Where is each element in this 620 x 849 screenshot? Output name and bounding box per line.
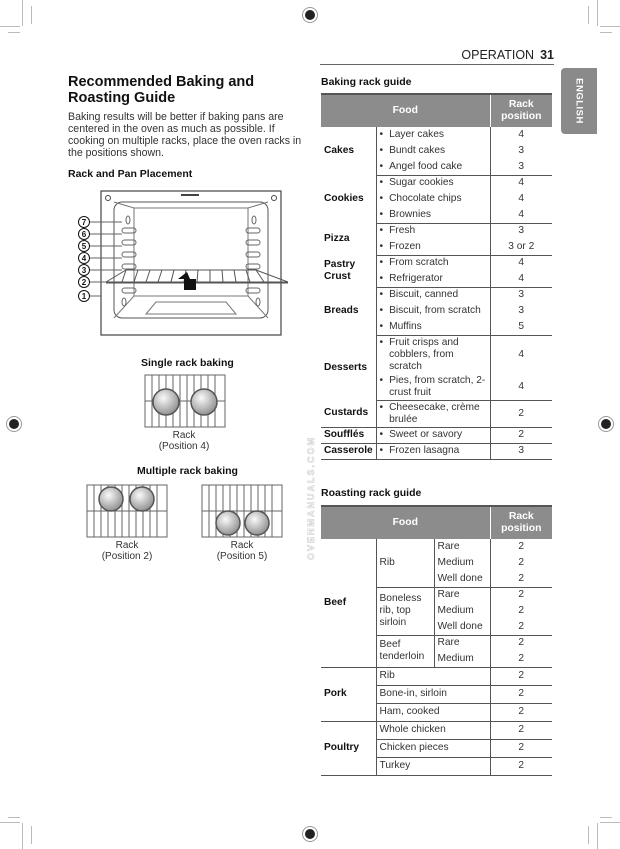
rack-position-cell: 2 bbox=[490, 739, 552, 757]
bullet-icon: • bbox=[379, 445, 384, 456]
baking-rack-table bbox=[321, 93, 552, 460]
bullet-icon: • bbox=[379, 208, 384, 220]
table-header-row bbox=[321, 506, 552, 539]
food-name: Angel food cake bbox=[389, 160, 463, 172]
category-cell: Pastry Crust bbox=[321, 255, 376, 287]
bullet-icon: • bbox=[379, 320, 384, 332]
column-header-rack-position: Rack position bbox=[490, 506, 552, 539]
category-cell: Casserole bbox=[321, 443, 376, 459]
registration-mark bbox=[305, 829, 315, 839]
category-cell: Cookies bbox=[321, 175, 376, 223]
food-cell bbox=[376, 239, 490, 255]
multiple-rack-heading: Multiple rack baking bbox=[137, 465, 238, 477]
food-name: Pies, from scratch, 2-crust fruit bbox=[389, 374, 486, 398]
bullet-icon: • bbox=[379, 401, 384, 413]
category-cell: Soufflés bbox=[321, 427, 376, 443]
table-header-row bbox=[321, 94, 552, 127]
food-name: Refrigerator bbox=[389, 272, 443, 284]
crop-mark bbox=[8, 32, 20, 33]
caption-line: (Position 4) bbox=[158, 441, 210, 452]
crop-mark bbox=[600, 26, 620, 27]
food-item bbox=[380, 161, 487, 173]
bullet-icon: • bbox=[379, 305, 384, 316]
crop-mark bbox=[22, 823, 23, 849]
table-row bbox=[321, 335, 552, 374]
rack-position-cell: 3 bbox=[490, 287, 552, 303]
table-row bbox=[321, 427, 552, 443]
food-name: Muffins bbox=[389, 320, 422, 332]
food-cell bbox=[376, 127, 490, 143]
bullet-icon: • bbox=[379, 257, 384, 269]
column-header-rack-position: Rack position bbox=[490, 94, 552, 127]
food-name: Brownies bbox=[389, 208, 431, 220]
crop-mark bbox=[31, 826, 32, 844]
food-item bbox=[380, 337, 487, 373]
rack-position-cell: 4 bbox=[490, 175, 552, 191]
food-cell bbox=[376, 175, 490, 191]
food-cell bbox=[376, 223, 490, 239]
crop-mark bbox=[600, 817, 612, 818]
crop-mark bbox=[600, 822, 620, 823]
bullet-icon: • bbox=[379, 240, 384, 252]
pan bbox=[130, 487, 154, 511]
crop-mark bbox=[0, 26, 20, 27]
food-cell: Turkey bbox=[376, 757, 490, 775]
crop-mark bbox=[588, 826, 589, 844]
doneness-cell: Well done bbox=[434, 619, 490, 635]
food-item bbox=[380, 145, 487, 157]
language-label: ENGLISH bbox=[573, 78, 585, 124]
food-item bbox=[380, 429, 487, 441]
doneness-cell: Medium bbox=[437, 605, 474, 616]
food-name: Fresh bbox=[389, 225, 416, 237]
table-row bbox=[321, 400, 552, 427]
doneness-cell: Rare bbox=[437, 589, 460, 601]
svg-text:7: 7 bbox=[81, 218, 87, 227]
pan bbox=[216, 511, 240, 535]
food-item bbox=[380, 241, 487, 253]
rack-position-cell: 2 bbox=[490, 619, 552, 635]
pan bbox=[191, 389, 217, 415]
rack-position-cell: 2 bbox=[490, 721, 552, 739]
caption-line: Rack bbox=[172, 430, 196, 441]
svg-text:3: 3 bbox=[81, 266, 87, 275]
doneness-cell: Medium bbox=[434, 651, 490, 667]
rack-position-cell: 3 bbox=[490, 303, 552, 319]
category-cell: Custards bbox=[321, 400, 376, 427]
food-cell: Bone-in, sirloin bbox=[376, 685, 490, 703]
rack-position-cell: 4 bbox=[490, 191, 552, 207]
food-cell bbox=[376, 374, 490, 401]
food-cell bbox=[376, 255, 490, 271]
category-cell: Breads bbox=[321, 287, 376, 335]
multi-rack-caption-position-2 bbox=[77, 540, 177, 562]
food-name: Sweet or savory bbox=[389, 429, 463, 440]
category-cell: Desserts bbox=[321, 335, 376, 400]
rack-position-cell: 2 bbox=[490, 651, 552, 667]
doneness-cell: Well done bbox=[434, 571, 490, 587]
caption-line: (Position 2) bbox=[101, 551, 153, 562]
svg-text:2: 2 bbox=[81, 278, 87, 287]
registration-mark bbox=[305, 10, 315, 20]
rack-position-cell: 3 bbox=[490, 159, 552, 175]
multi-rack-diagram-position-2 bbox=[86, 484, 168, 538]
food-item bbox=[380, 321, 487, 333]
table-row bbox=[321, 223, 552, 239]
category-cell: Pork bbox=[321, 667, 376, 721]
multi-rack-diagram-position-5 bbox=[201, 484, 283, 538]
page-header bbox=[320, 48, 554, 65]
crop-mark bbox=[0, 822, 20, 823]
doneness-cell: Rare bbox=[437, 637, 460, 649]
food-cell bbox=[376, 287, 490, 303]
caption-line: Rack bbox=[115, 540, 139, 551]
column-header-food: Food bbox=[321, 506, 490, 539]
bullet-icon: • bbox=[379, 374, 384, 386]
table-row bbox=[321, 721, 552, 739]
food-cell: Chicken pieces bbox=[376, 739, 490, 757]
food-cell bbox=[376, 191, 490, 207]
roasting-guide-heading: Roasting rack guide bbox=[321, 487, 422, 499]
svg-text:4: 4 bbox=[81, 254, 87, 263]
food-name: Fruit crisps and cobblers, from scratch bbox=[389, 336, 459, 372]
crop-mark bbox=[22, 0, 23, 26]
food-cell bbox=[376, 427, 490, 443]
food-item bbox=[380, 375, 487, 399]
rack-position-cell: 3 bbox=[490, 143, 552, 159]
food-name: Chocolate chips bbox=[389, 193, 462, 204]
rack-position-cell: 2 bbox=[490, 685, 552, 703]
single-rack-diagram bbox=[144, 374, 226, 428]
food-cell bbox=[376, 207, 490, 223]
watermark: OVENMANUALS.COM bbox=[306, 436, 316, 560]
baking-guide-heading: Baking rack guide bbox=[321, 76, 412, 88]
rack-position-cell: 4 bbox=[490, 271, 552, 287]
registration-mark bbox=[601, 419, 611, 429]
food-item bbox=[380, 257, 487, 269]
food-item bbox=[380, 193, 487, 205]
single-rack-caption bbox=[134, 430, 234, 452]
rack-position-cell: 3 or 2 bbox=[490, 239, 552, 255]
bullet-icon: • bbox=[379, 272, 384, 284]
caption-line: (Position 5) bbox=[216, 551, 268, 562]
registration-mark bbox=[9, 419, 19, 429]
pan bbox=[153, 389, 179, 415]
rack-position-cell: 2 bbox=[490, 757, 552, 775]
rack-position-cell: 2 bbox=[490, 555, 552, 571]
food-cell bbox=[376, 335, 490, 374]
food-item bbox=[380, 209, 487, 221]
svg-text:5: 5 bbox=[81, 242, 87, 251]
food-cell bbox=[376, 271, 490, 287]
rack-position-cell: 2 bbox=[490, 427, 552, 443]
pan bbox=[245, 511, 269, 535]
cut-cell: Beef tenderloin bbox=[376, 635, 434, 667]
rack-position-cell: 2 bbox=[490, 571, 552, 587]
food-name: Bundt cakes bbox=[389, 145, 446, 156]
food-cell bbox=[376, 303, 490, 319]
food-name: From scratch bbox=[389, 257, 449, 269]
food-item bbox=[380, 289, 487, 301]
rack-position-cell: 2 bbox=[490, 587, 552, 603]
svg-text:6: 6 bbox=[81, 230, 87, 239]
food-cell bbox=[376, 443, 490, 459]
table-row bbox=[321, 443, 552, 459]
food-item bbox=[380, 305, 487, 317]
bullet-icon: • bbox=[379, 177, 384, 189]
bullet-icon: • bbox=[379, 145, 384, 156]
crop-mark bbox=[31, 6, 32, 24]
food-item bbox=[380, 129, 487, 141]
table-row bbox=[321, 287, 552, 303]
rack-position-cell: 2 bbox=[490, 703, 552, 721]
crop-mark bbox=[588, 6, 589, 24]
bullet-icon: • bbox=[379, 129, 384, 140]
food-name: Biscuit, from scratch bbox=[389, 305, 481, 316]
bullet-icon: • bbox=[379, 225, 384, 237]
table-row bbox=[321, 539, 552, 555]
pan bbox=[99, 487, 123, 511]
food-cell bbox=[376, 159, 490, 175]
food-item bbox=[380, 225, 487, 237]
food-cell: Rib bbox=[376, 667, 490, 685]
food-name: Sugar cookies bbox=[389, 177, 454, 189]
food-item bbox=[380, 445, 487, 457]
crop-mark bbox=[597, 823, 598, 849]
bullet-icon: • bbox=[379, 429, 384, 440]
food-cell bbox=[376, 143, 490, 159]
rack-position-cell: 4 bbox=[490, 335, 552, 374]
rack-position-cell: 3 bbox=[490, 223, 552, 239]
doneness-cell: Rare bbox=[437, 541, 460, 552]
rack-position-cell: 2 bbox=[490, 539, 552, 555]
bullet-icon: • bbox=[379, 193, 384, 204]
category-cell: Beef bbox=[321, 539, 376, 667]
food-item bbox=[380, 177, 487, 189]
single-rack-heading: Single rack baking bbox=[141, 357, 234, 369]
doneness-cell: Medium bbox=[437, 557, 474, 568]
language-tab bbox=[561, 68, 597, 134]
rack-position-cell: 5 bbox=[490, 319, 552, 335]
food-cell bbox=[376, 400, 490, 427]
category-cell: Pizza bbox=[321, 223, 376, 255]
rack-position-cell: 2 bbox=[490, 400, 552, 427]
multi-rack-caption-position-5 bbox=[192, 540, 292, 562]
rack-position-cell: 4 bbox=[490, 255, 552, 271]
food-cell bbox=[376, 319, 490, 335]
rack-position-cell: 4 bbox=[490, 207, 552, 223]
food-name: Frozen lasagna bbox=[389, 445, 460, 456]
food-item bbox=[380, 402, 487, 426]
column-header-food: Food bbox=[321, 94, 490, 127]
food-name: Biscuit, canned bbox=[389, 289, 459, 301]
intro-paragraph: Baking results will be better if baking pans are centered in the oven as much as possible. If cooking on multiple racks, place the oven racks in the positions shown. bbox=[68, 111, 302, 159]
bullet-icon: • bbox=[379, 160, 384, 172]
cut-cell: Boneless rib, top sirloin bbox=[376, 587, 434, 635]
food-cell: Ham, cooked bbox=[376, 703, 490, 721]
category-cell: Cakes bbox=[321, 127, 376, 175]
table-row bbox=[321, 127, 552, 143]
rack-position-cell: 2 bbox=[490, 603, 552, 619]
crop-mark bbox=[600, 32, 612, 33]
bullet-icon: • bbox=[379, 336, 384, 348]
roasting-rack-table bbox=[321, 505, 552, 776]
crop-mark bbox=[597, 0, 598, 26]
oven-rack-diagram bbox=[76, 184, 296, 340]
bullet-icon: • bbox=[379, 289, 384, 301]
table-row bbox=[321, 667, 552, 685]
rack-position-cell: 2 bbox=[490, 667, 552, 685]
rack-placement-heading: Rack and Pan Placement bbox=[68, 168, 193, 180]
category-cell: Poultry bbox=[321, 721, 376, 775]
food-item bbox=[380, 273, 487, 285]
rack-position-cell: 2 bbox=[490, 635, 552, 651]
rack-position-cell: 4 bbox=[490, 374, 552, 401]
rack-position-cell: 4 bbox=[490, 127, 552, 143]
table-row bbox=[321, 175, 552, 191]
food-name: Layer cakes bbox=[389, 129, 445, 140]
rack-position-cell: 3 bbox=[490, 443, 552, 459]
crop-mark bbox=[8, 817, 20, 818]
svg-text:1: 1 bbox=[81, 292, 87, 301]
food-cell: Whole chicken bbox=[376, 721, 490, 739]
table-row bbox=[321, 255, 552, 271]
page-title: Recommended Baking and Roasting Guide bbox=[68, 74, 255, 106]
section-title: OPERATION bbox=[461, 48, 535, 62]
cut-cell: Rib bbox=[376, 539, 434, 587]
food-name: Cheesecake, crème brulée bbox=[389, 401, 480, 425]
caption-line: Rack bbox=[230, 540, 254, 551]
rack-number-1 bbox=[79, 291, 102, 302]
page-number: 31 bbox=[540, 48, 554, 62]
food-name: Frozen bbox=[389, 240, 421, 252]
